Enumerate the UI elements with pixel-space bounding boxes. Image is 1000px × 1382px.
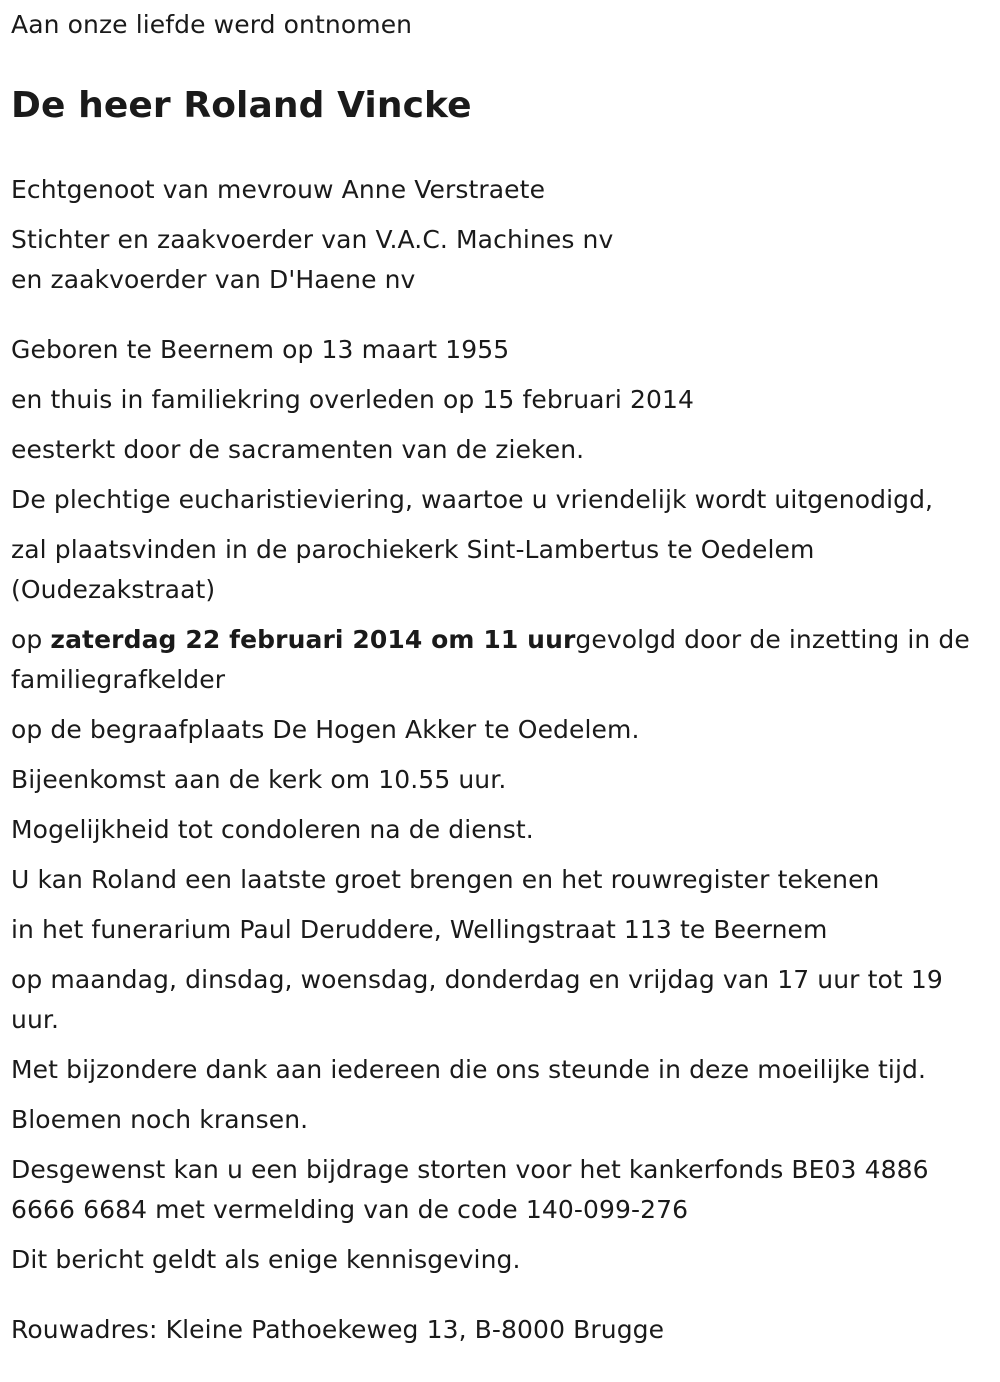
deceased-name-title: De heer Roland Vincke [11, 85, 472, 126]
thanks-line: Met bijzondere dank aan iedereen die ons steunde in deze moeilijke tijd. [11, 1055, 926, 1084]
notice-line: Dit bericht geldt als enige kennisgeving. [11, 1245, 521, 1274]
intro-line: Aan onze liefde werd ontnomen [11, 10, 413, 39]
visit-times-line: op maandag, dinsdag, woensdag, donderdag en vrijdag van 17 uur tot 19 uur. [11, 965, 943, 1034]
spouse-line: Echtgenoot van mevrouw Anne Verstraete [11, 175, 546, 204]
ceremony-suffix: gevolgd door de inzetting in de familiegrafkelder [11, 625, 970, 694]
ceremony-invite-line: De plechtige eucharistieviering, waartoe u vriendelijk wordt uitgenodigd, [11, 485, 934, 514]
visit-intro-line: U kan Roland een laatste groet brengen en het rouwregister tekenen [11, 865, 880, 894]
death-line: en thuis in familiekring overleden op 15 februari 2014 [11, 385, 695, 414]
ceremony-prefix: op [11, 625, 51, 654]
ceremony-datetime: zaterdag 22 februari 2014 om 11 uur [50, 625, 576, 654]
role-line-2: en zaakvoerder van D'Haene nv [11, 265, 416, 294]
ceremony-place-line: zal plaatsvinden in de parochiekerk Sint-Lambertus te Oedelem (Oudezakstraat) [11, 535, 815, 604]
mourning-address: Rouwadres: Kleine Pathoekeweg 13, B-8000 Brugge [11, 1315, 665, 1344]
flowers-line: Bloemen noch kransen. [11, 1105, 309, 1134]
sacraments-line: eesterkt door de sacramenten van de zieken. [11, 435, 585, 464]
role-line-1: Stichter en zaakvoerder van V.A.C. Machines nv [11, 225, 614, 254]
visit-place-line: in het funerarium Paul Deruddere, Wellingstraat 113 te Beernem [11, 915, 828, 944]
condolences-line: Mogelijkheid tot condoleren na de dienst. [11, 815, 534, 844]
gathering-line: Bijeenkomst aan de kerk om 10.55 uur. [11, 765, 507, 794]
ceremony-date-line [11, 620, 986, 700]
donation-line: Desgewenst kan u een bijdrage storten voor het kankerfonds BE03 4886 6666 6684 met vermelding van de code 140-099-276 [11, 1155, 929, 1224]
birth-line: Geboren te Beernem op 13 maart 1955 [11, 335, 510, 364]
burial-line: op de begraafplaats De Hogen Akker te Oedelem. [11, 715, 640, 744]
